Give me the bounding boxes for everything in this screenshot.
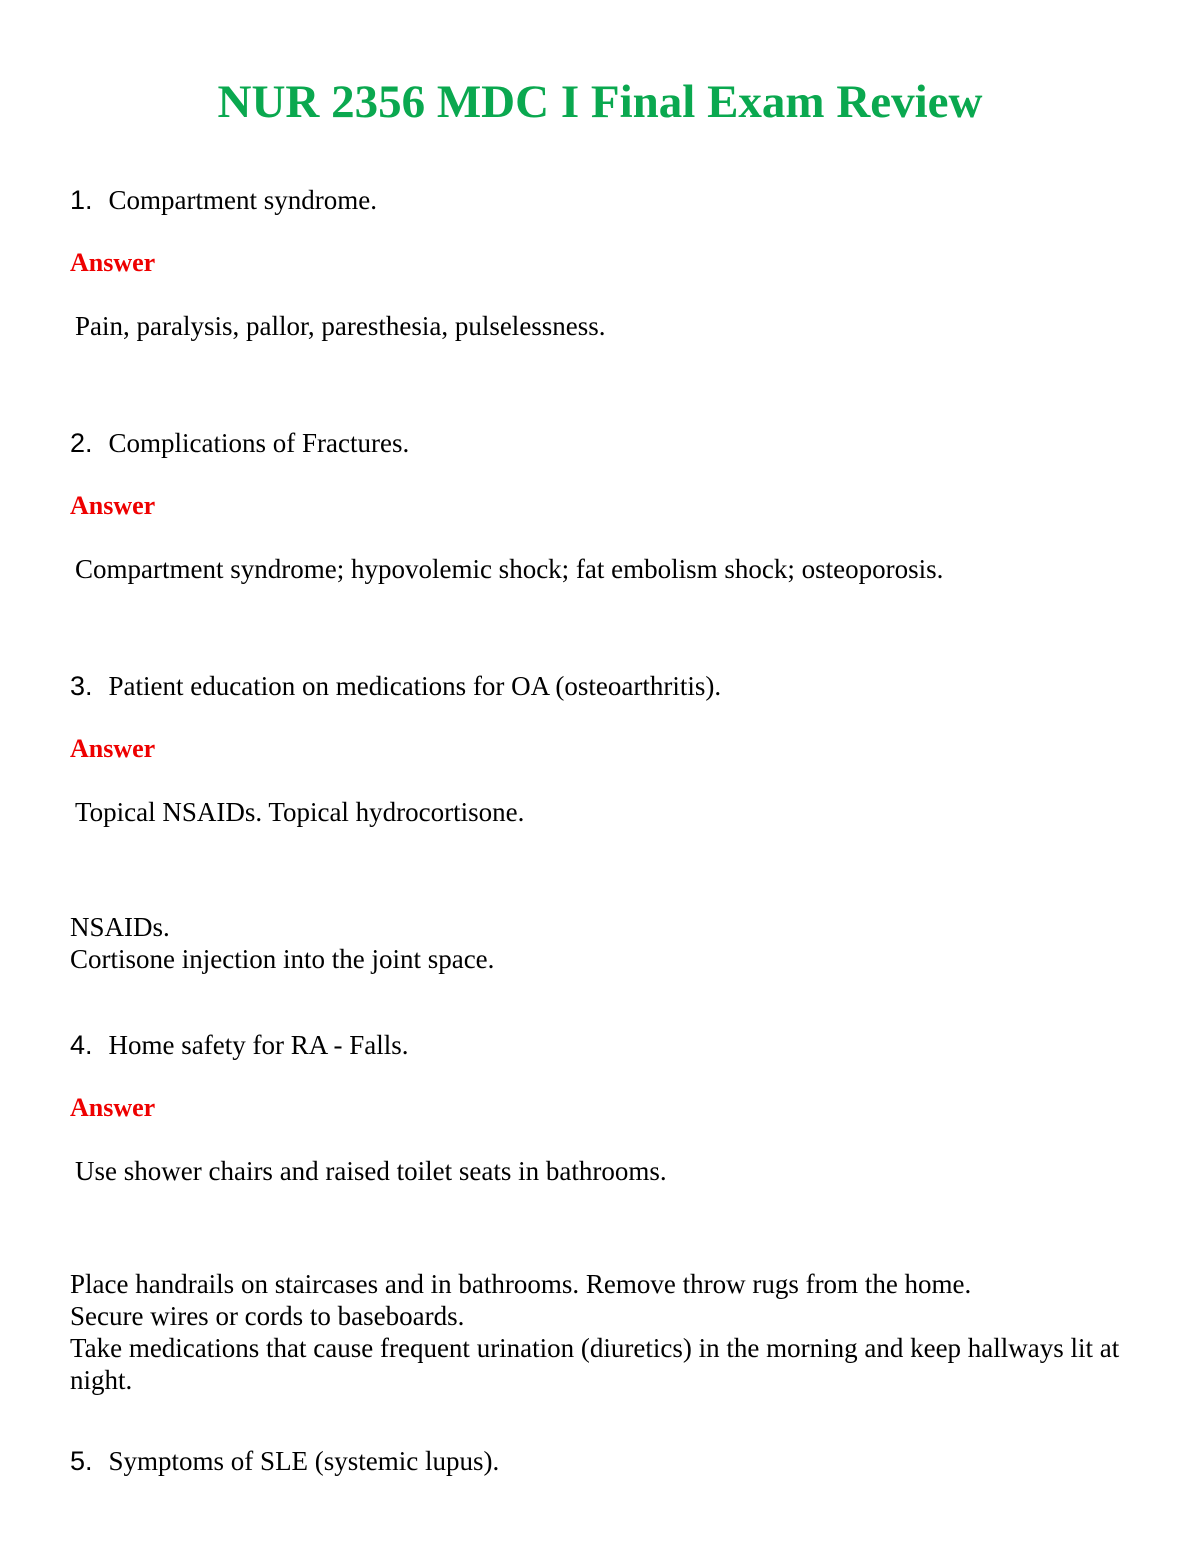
question-1	[70, 182, 377, 218]
answer-text: Pain, paralysis, pallor, paresthesia, pulselessness.	[75, 311, 606, 341]
question-3	[70, 668, 721, 704]
question-4	[70, 1027, 408, 1063]
answer-text: Use shower chairs and raised toilet seats in bathrooms.	[75, 1156, 667, 1186]
answer-label: Answer	[70, 248, 156, 277]
answer-text: Topical NSAIDs. Topical hydrocortisone.	[75, 797, 525, 827]
answer-note-line: Cortisone injection into the joint space.	[70, 944, 495, 974]
question-text: Compartment syndrome.	[108, 185, 377, 215]
answer-note-line: Secure wires or cords to baseboards.	[70, 1301, 465, 1331]
question-text: Home safety for RA - Falls.	[108, 1030, 409, 1060]
answer-notes	[70, 1268, 1130, 1396]
answer-note-line: Place handrails on staircases and in bathrooms. Remove throw rugs from the home.	[70, 1269, 972, 1299]
question-number: 4.	[70, 1030, 93, 1060]
answer-text: Compartment syndrome; hypovolemic shock; fat embolism shock; osteoporosis.	[75, 554, 944, 584]
question-number: 5.	[70, 1446, 93, 1476]
answer-notes	[70, 911, 1130, 975]
page-title: NUR 2356 MDC I Final Exam Review	[217, 76, 983, 128]
answer-label: Answer	[70, 734, 156, 763]
question-text: Symptoms of SLE (systemic lupus).	[108, 1446, 500, 1476]
question-number: 2.	[70, 428, 93, 458]
answer-label: Answer	[70, 491, 156, 520]
answer-label: Answer	[70, 1093, 156, 1122]
question-number: 3.	[70, 671, 93, 701]
question-number: 1.	[70, 185, 93, 215]
question-text: Patient education on medications for OA (osteoarthritis).	[108, 671, 722, 701]
answer-note-line: Take medications that cause frequent urination (diuretics) in the morning and keep hallways lit at night.	[70, 1333, 1120, 1395]
answer-note-line: NSAIDs.	[70, 912, 170, 942]
question-text: Complications of Fractures.	[108, 428, 410, 458]
question-5	[70, 1443, 499, 1479]
question-2	[70, 425, 409, 461]
